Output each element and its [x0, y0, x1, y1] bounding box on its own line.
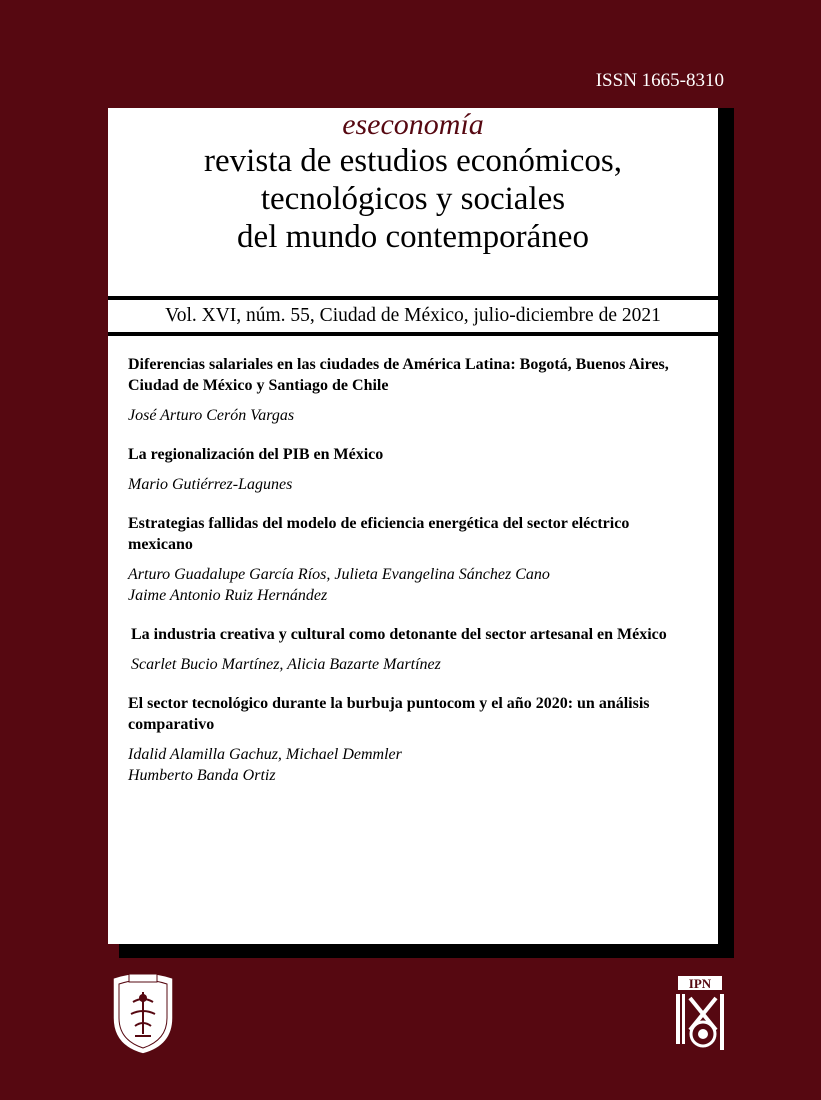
article-authors — [128, 405, 688, 426]
ipn-logo-icon — [668, 968, 732, 1058]
subtitle-line-3: del mundo contemporáneo — [237, 219, 589, 255]
article-entry — [128, 354, 688, 426]
article-title: Diferencias salariales en las ciudades de América Latina: Bogotá, Buenos Aires, Ciudad de México y Santiago de Chile — [128, 356, 669, 394]
article-title: La regionalización del PIB en México — [128, 446, 384, 463]
cover-panel — [108, 108, 718, 944]
escuela-economia-seal-icon — [107, 968, 179, 1056]
author-line: Jaime Antonio Ruiz Hernández — [128, 587, 328, 604]
article-authors — [128, 474, 688, 495]
title-block — [108, 108, 718, 256]
author-line: Idalid Alamilla Gachuz, Michael Demmler — [128, 746, 402, 763]
author-line: Scarlet Bucio Martínez, Alicia Bazarte Martínez — [131, 656, 441, 673]
subtitle-line-1: revista de estudios económicos, — [204, 143, 622, 179]
issue-info: Vol. XVI, núm. 55, Ciudad de México, julio-diciembre de 2021 — [108, 296, 718, 336]
table-of-contents — [128, 354, 688, 804]
article-entry — [128, 444, 688, 495]
subtitle-line-2: tecnológicos y sociales — [260, 181, 566, 217]
article-title: El sector tecnológico durante la burbuja puntocom y el año 2020: un análisis comparativo — [128, 695, 650, 733]
article-entry — [128, 693, 688, 786]
author-line: Humberto Banda Ortiz — [128, 767, 276, 784]
author-line: José Arturo Cerón Vargas — [128, 407, 295, 424]
article-authors — [128, 564, 688, 606]
article-authors — [131, 654, 688, 675]
article-title: La industria creativa y cultural como detonante del sector artesanal en México — [131, 626, 667, 643]
author-line: Arturo Guadalupe García Ríos, Julieta Evangelina Sánchez Cano — [128, 566, 550, 583]
author-line: Mario Gutiérrez-Lagunes — [128, 476, 293, 493]
journal-name: eseconomía — [342, 108, 484, 141]
issn-label: ISSN 1665-8310 — [595, 70, 724, 91]
article-title: Estrategias fallidas del modelo de eficiencia energética del sector eléctrico mexicano — [128, 515, 630, 553]
article-authors — [128, 744, 688, 786]
svg-text:IPN: IPN — [688, 976, 712, 991]
article-entry — [128, 513, 688, 606]
article-entry — [128, 624, 688, 675]
